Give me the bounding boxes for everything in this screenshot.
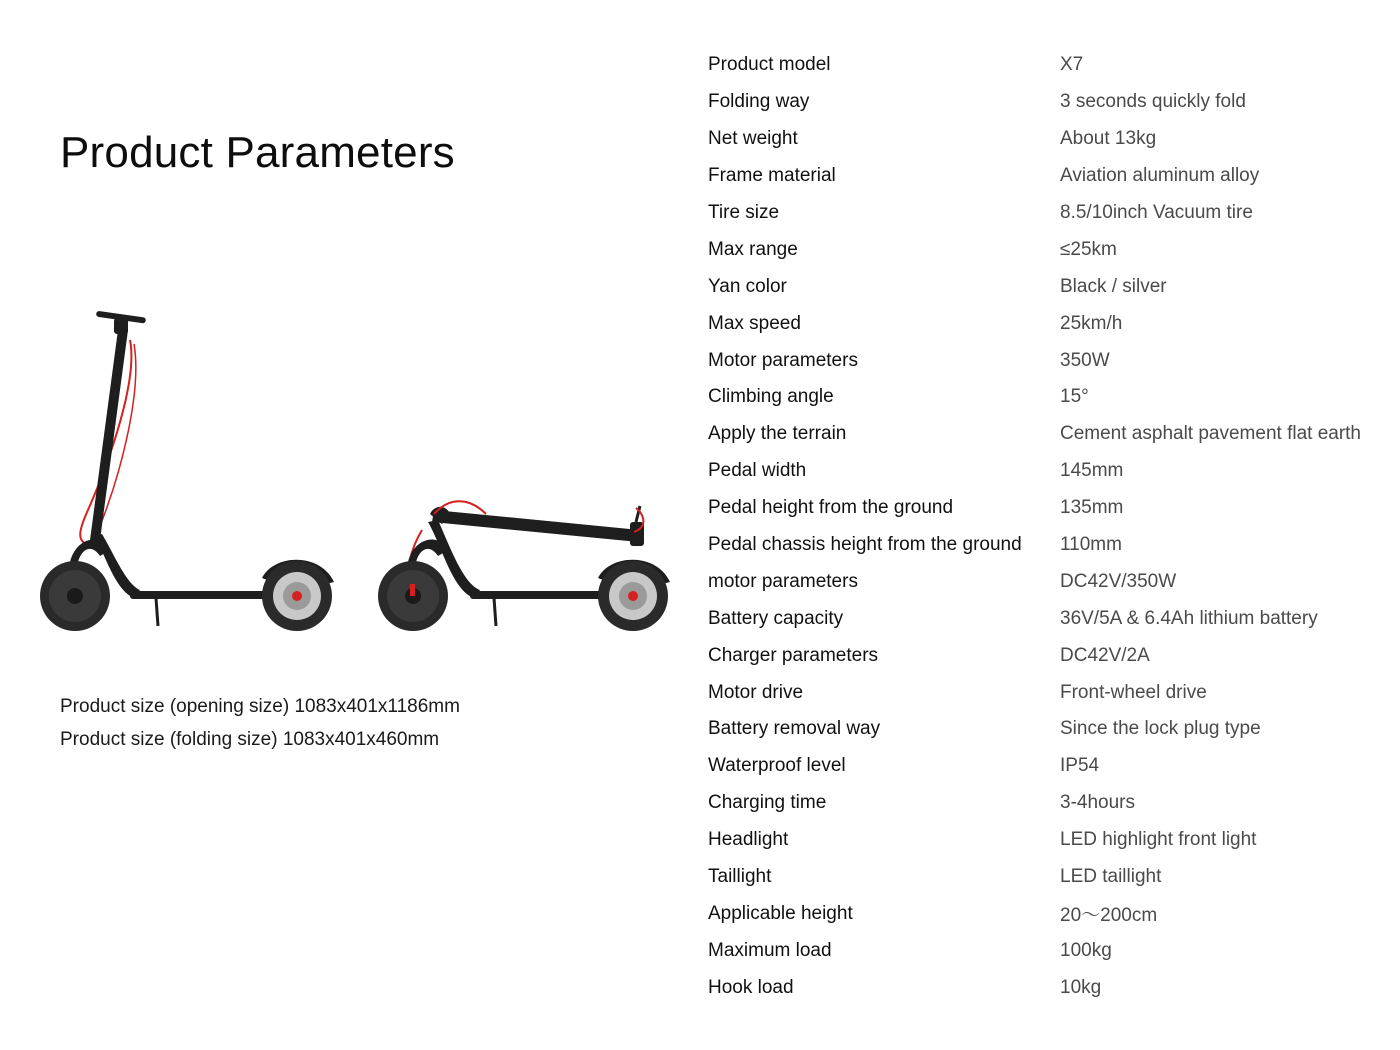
spec-label: Product model: [708, 54, 831, 76]
spec-value: 36V/5A & 6.4Ah lithium battery: [1060, 607, 1318, 629]
spec-value: 3-4hours: [1060, 792, 1135, 814]
spec-value: 15°: [1060, 386, 1089, 408]
spec-row: [708, 47, 1398, 84]
spec-value: 25km/h: [1060, 312, 1123, 334]
spec-label: Battery capacity: [708, 607, 844, 629]
product-size-info: [60, 690, 460, 756]
spec-value: Black / silver: [1060, 275, 1167, 297]
spec-value: 10kg: [1060, 976, 1102, 998]
spec-value: LED taillight: [1060, 866, 1162, 888]
spec-label: Tire size: [708, 202, 780, 223]
spec-label: Pedal chassis height from the ground: [708, 534, 1022, 556]
spec-label: Net weight: [708, 128, 798, 150]
spec-row: [708, 527, 1398, 564]
product-size-folding: Product size (folding size) 1083x401x460mm: [60, 729, 440, 750]
spec-row: [708, 711, 1398, 748]
spec-label: Hook load: [708, 976, 794, 998]
spec-value: DC42V/2A: [1060, 644, 1150, 666]
spec-label: Applicable height: [708, 902, 853, 924]
spec-value: 100kg: [1060, 939, 1112, 961]
spec-row: [708, 932, 1398, 969]
spec-row: [708, 563, 1398, 600]
spec-row: [708, 822, 1398, 859]
spec-value: IP54: [1060, 755, 1100, 777]
spec-value: 3 seconds quickly fold: [1060, 91, 1246, 113]
spec-value: DC42V/350W: [1060, 570, 1177, 592]
spec-row: [708, 637, 1398, 674]
spec-row: [708, 490, 1398, 527]
spec-value: About 13kg: [1060, 128, 1157, 150]
spec-label: Headlight: [708, 829, 789, 851]
spec-label: Battery removal way: [708, 718, 881, 740]
spec-row: [708, 895, 1398, 932]
spec-row: [708, 84, 1398, 121]
spec-row: [708, 453, 1398, 490]
scooter-images: [30, 300, 690, 650]
spec-label: motor parameters: [708, 570, 858, 592]
spec-row: [708, 674, 1398, 711]
spec-row: [708, 379, 1398, 416]
spec-value: LED highlight front light: [1060, 829, 1257, 851]
spec-label: Motor parameters: [708, 349, 858, 371]
spec-row: [708, 195, 1398, 232]
spec-value: 135mm: [1060, 497, 1124, 519]
spec-value: 110mm: [1060, 534, 1122, 556]
spec-value: ≤25km: [1060, 238, 1117, 260]
spec-value: Cement asphalt pavement flat earth: [1060, 423, 1362, 445]
scooter-folded-image: [378, 501, 670, 631]
spec-value: 145mm: [1060, 460, 1124, 482]
spec-label: Waterproof level: [708, 755, 846, 777]
spec-row: [708, 969, 1398, 1006]
spec-row: [708, 600, 1398, 637]
spec-label: Folding way: [708, 91, 810, 113]
spec-label: Yan color: [708, 275, 787, 297]
spec-row: [708, 158, 1398, 195]
spec-label: Pedal height from the ground: [708, 497, 954, 519]
spec-label: Pedal width: [708, 460, 807, 482]
spec-value: Since the lock plug type: [1060, 718, 1261, 740]
spec-table: [708, 47, 1398, 1006]
spec-value: 8.5/10inch Vacuum tire: [1060, 202, 1253, 223]
scooter-unfolded-image: [40, 311, 334, 631]
spec-label: Climbing angle: [708, 386, 834, 408]
spec-value: X7: [1060, 54, 1084, 76]
spec-label: Max range: [708, 238, 798, 260]
spec-value: 20～200cm: [1060, 905, 1158, 927]
page-title: Product Parameters: [60, 128, 455, 177]
spec-label: Frame material: [708, 165, 836, 187]
spec-value: Aviation aluminum alloy: [1060, 165, 1260, 187]
spec-label: Max speed: [708, 312, 801, 334]
spec-label: Maximum load: [708, 939, 832, 961]
product-size-opening: Product size (opening size) 1083x401x1186mm: [60, 696, 460, 717]
spec-label: Taillight: [708, 866, 772, 888]
spec-row: [708, 859, 1398, 896]
spec-row: [708, 342, 1398, 379]
spec-label: Charger parameters: [708, 644, 879, 666]
spec-row: [708, 231, 1398, 268]
spec-label: Apply the terrain: [708, 423, 847, 445]
spec-row: [708, 785, 1398, 822]
spec-row: [708, 268, 1398, 305]
spec-value: Front-wheel drive: [1060, 681, 1207, 703]
spec-value: 350W: [1060, 349, 1110, 371]
spec-row: [708, 416, 1398, 453]
spec-row: [708, 305, 1398, 342]
spec-label: Motor drive: [708, 681, 804, 703]
spec-label: Charging time: [708, 792, 827, 814]
spec-row: [708, 121, 1398, 158]
spec-row: [708, 748, 1398, 785]
